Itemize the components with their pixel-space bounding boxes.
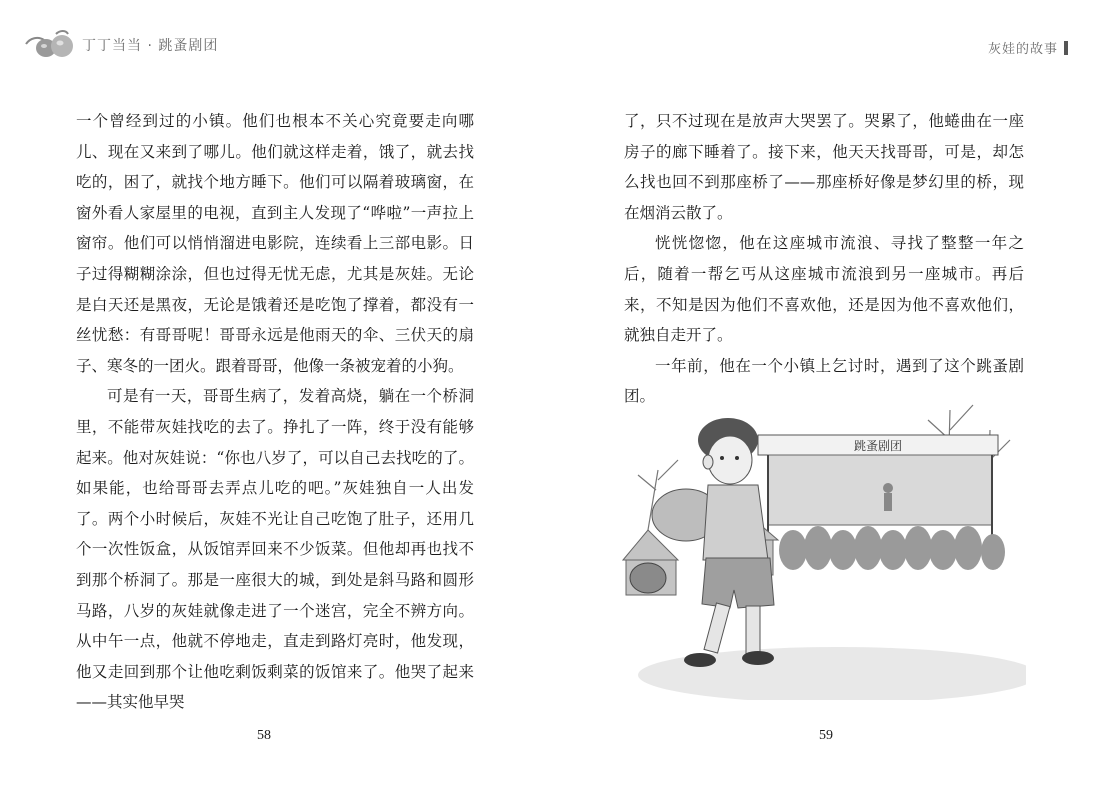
paragraph: 恍恍惚惚，他在这座城市流浪、寻找了整整一年之后，随着一帮乞丐从这座城市流浪到另一座城市。再后来，不知是因为他们不喜欢他，还是因为他不喜欢他们，就独自走开了。 bbox=[624, 234, 1024, 345]
right-body-text bbox=[624, 106, 1024, 412]
series-header bbox=[24, 28, 218, 62]
paragraph: 一个曾经到过的小镇。他们也根本不关心究竟要走向哪儿、现在又来到了哪儿。他们就这样走着，饿了，就去找吃的，困了，就找个地方睡下。他们可以隔着玻璃窗，在窗外看人家屋里的电视，直到主人发现了“哗啦”一声拉上窗帘。他们可以悄悄溜进电影院，连续看上三部电影。日子过得糊糊涂涂，但也过得无忧无虑，尤其是灰娃。无论是白天还是黑夜，无论是饿着还是吃饱了撑着，都没有一丝忧愁：有哥哥呢！哥哥永远是他雨天的伞、三伏天的扇子、寒冬的一团火。跟着哥哥，他像一条被宠着的小狗。 bbox=[76, 112, 474, 375]
series-title: 丁丁当当 · 跳蚤剧团 bbox=[82, 38, 219, 54]
right-page bbox=[548, 0, 1096, 786]
chapter-title: 灰娃的故事 bbox=[987, 42, 1058, 57]
page-number: 59 bbox=[819, 728, 833, 743]
chapter-header bbox=[988, 38, 1068, 57]
paragraph: 一年前，他在一个小镇上乞讨时，遇到了这个跳蚤剧团。 bbox=[624, 356, 1024, 406]
left-body-text bbox=[76, 106, 474, 718]
paragraph: 可是有一天，哥哥生病了，发着高烧，躺在一个桥洞里，不能带灰娃找吃的去了。挣扎了一阵，终于没有能够起来。他对灰娃说：“你也八岁了，可以自己去找吃的了。如果能，也给哥哥去弄点儿吃的吧。”灰娃独自一人出发了。两个小时候后，灰娃不光让自己吃饱了肚子，还用几个一次性饭盒，从饭馆弄回来不少饭菜。但他却再也找不到那个桥洞了。那是一座很大的城，到处是斜马路和圆形马路，八岁的灰娃就像走进了一个迷宫，完全不辨方向。从中午一点，他就不停地走，直走到路灯亮时，他发现，他又走回到那个让他吃剩饭剩菜的饭馆来了。他哭了起来——其实他早哭 bbox=[76, 387, 474, 712]
stage-banner bbox=[758, 435, 998, 540]
illustration-boy-and-theater bbox=[618, 390, 1026, 700]
crowd bbox=[779, 526, 1005, 570]
page-number: 58 bbox=[257, 728, 271, 743]
header-bar-icon bbox=[1064, 41, 1068, 55]
gourd-logo-icon bbox=[24, 28, 76, 62]
performer bbox=[883, 483, 893, 511]
banner-text: 跳蚤剧团 bbox=[853, 439, 903, 453]
paragraph: 了，只不过现在是放声大哭罢了。哭累了，他蜷曲在一座房子的廊下睡着了。接下来，他天天找哥哥，可是，却怎么找也回不到那座桥了——那座桥好像是梦幻里的桥，现在烟消云散了。 bbox=[624, 112, 1024, 222]
